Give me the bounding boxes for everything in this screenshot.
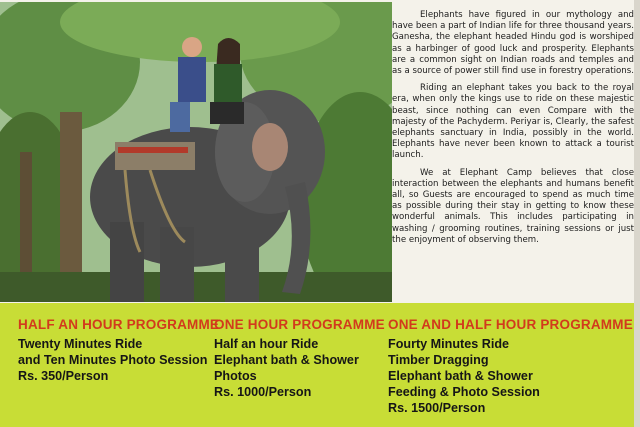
- programme-half-hour: [18, 317, 220, 384]
- programme-title: ONE HOUR PROGRAMME: [214, 317, 385, 332]
- programme-price: Rs. 1500/Person: [388, 401, 486, 415]
- programme-price: Rs. 1000/Person: [214, 385, 312, 399]
- page-edge: [634, 0, 640, 427]
- elephant-ride-photo: [0, 2, 392, 302]
- programme-title: HALF AN HOUR PROGRAMME: [18, 317, 220, 332]
- programme-line: and Ten Minutes Photo Session: [18, 353, 208, 367]
- article-paragraph-2: Riding an elephant takes you back to the royal era, when only the kings use to ride on these majestic beast, since nothing can even Compare with the majesty of the Pachyderm. Periyar is, Clearly, the safest elephants sanctuary in India, possibly in the world. Elephants have never been known to attack a tourist launch.: [392, 83, 634, 161]
- programme-one-hour: [214, 317, 384, 400]
- programme-line: Fourty Minutes Ride: [388, 337, 510, 351]
- programme-line: Photos: [214, 369, 257, 383]
- programme-line: Half an hour Ride: [214, 337, 319, 351]
- programme-price: Rs. 350/Person: [18, 369, 109, 383]
- article-paragraph-1: Elephants have figured in our mythology and have been a part of Indian life for three thousand years. Ganesha, the elephant headed Hindu god is worshiped as a harbinger of good luck and prosperity. Elephants are a common sight on Indian roads and temples and as a source of power still find use in forestry operations.: [392, 10, 634, 77]
- photo-illustration: [0, 2, 392, 302]
- programme-band: [0, 303, 640, 427]
- programme-line: Feeding & Photo Session: [388, 385, 540, 399]
- programme-line: Elephant bath & Shower: [214, 353, 359, 367]
- elephant-article: [392, 10, 634, 310]
- programme-line: Timber Dragging: [388, 353, 489, 367]
- article-paragraph-3: We at Elephant Camp believes that close interaction between the elephants and humans benefit all, so Guests are encouraged to spend as much time as possible during their stay in getting to know these wonderful animals. This includes participating in washing / grooming routines, training sessions or just the enjoyment of observing them.: [392, 167, 634, 245]
- programme-line: Elephant bath & Shower: [388, 369, 533, 383]
- programme-title: ONE AND HALF HOUR PROGRAMME: [388, 317, 633, 332]
- programme-one-and-half-hour: [388, 317, 633, 416]
- programme-line: Twenty Minutes Ride: [18, 337, 143, 351]
